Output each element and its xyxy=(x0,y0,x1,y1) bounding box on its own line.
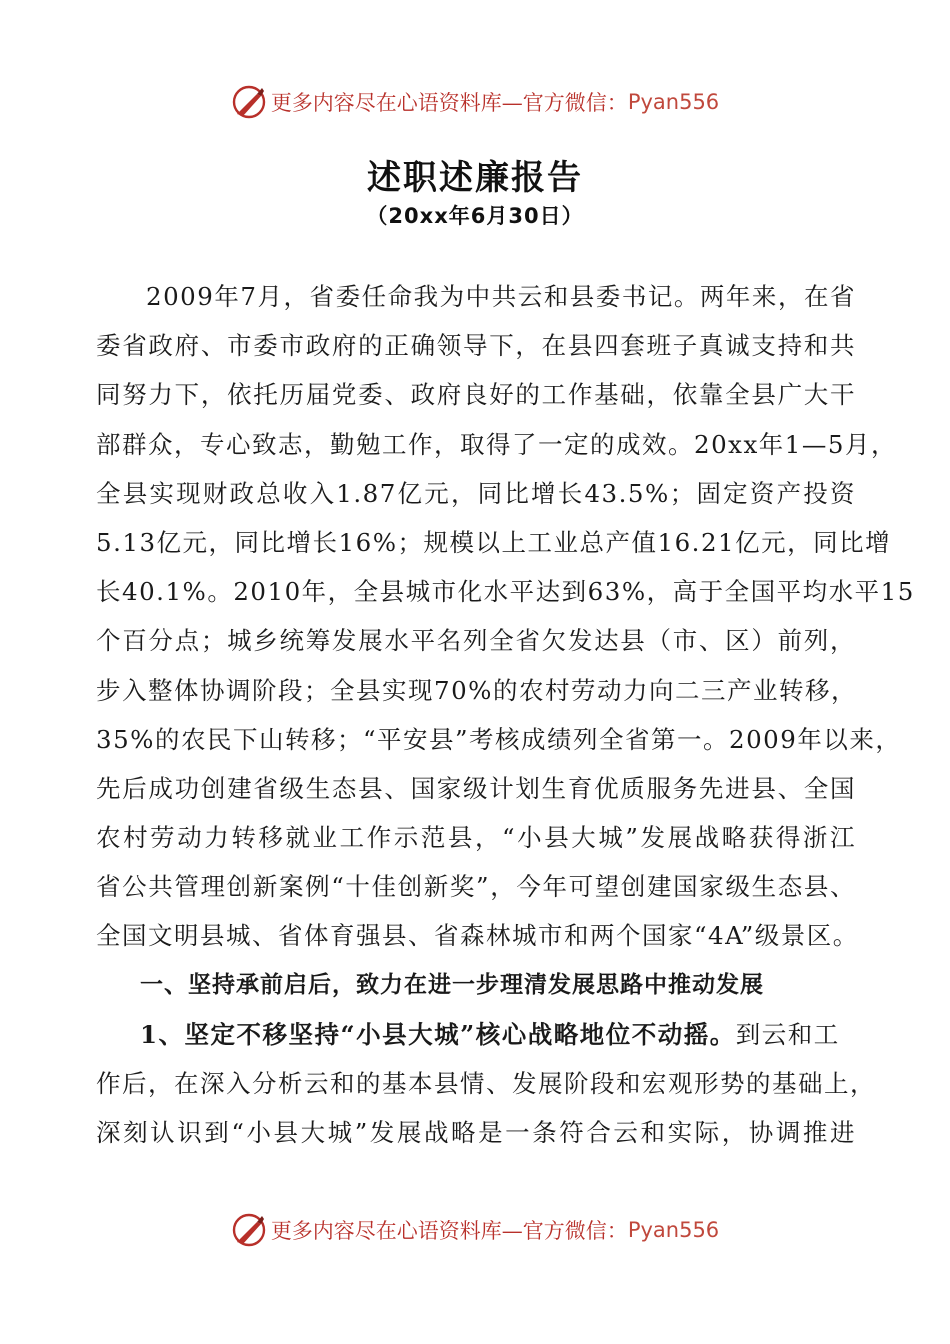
paragraph-line: 35%的农民下山转移；“平安县”考核成绩列全省第一。2009年以来， xyxy=(96,724,902,754)
watermark-text: 更多内容尽在心语资料库—官方微信： xyxy=(270,1219,628,1243)
section-heading: 一、坚持承前启后，致力在进一步理清发展思路中推动发展 xyxy=(140,971,764,998)
pen-logo-icon xyxy=(231,1212,267,1248)
subsection-title: 1、坚定不移坚持“小县大城”核心战略地位不动摇。 xyxy=(140,1019,736,1049)
document-title: 述职述廉报告 xyxy=(367,158,583,198)
paragraph-line: 2009年7月，省委任命我为中共云和县委书记。两年来，在省 xyxy=(146,282,856,311)
watermark-header xyxy=(0,82,950,122)
paragraph-line: 5.13亿元，同比增长16%；规模以上工业总产值16.21亿元，同比增 xyxy=(96,527,892,557)
document-date: （20xx年6月30日） xyxy=(366,204,584,228)
paragraph-line: 先后成功创建省级生态县、国家级计划生育优质服务先进县、全国 xyxy=(96,773,856,803)
paragraph-line: 长40.1%。2010年，全县城市化水平达到63%，高于全国平均水平15 xyxy=(96,577,915,607)
pen-logo-icon xyxy=(231,84,267,120)
paragraph-line: 个百分点；城乡统筹发展水平名列全省欠发达县（市、区）前列， xyxy=(96,626,856,656)
subsection-text: 到云和工 xyxy=(735,1019,840,1049)
paragraph-line: 省公共管理创新案例“十佳创新奖”，今年可望创建国家级生态县、 xyxy=(96,872,856,902)
paragraph-line: 部群众，专心致志，勤勉工作，取得了一定的成效。20xx年1—5月， xyxy=(96,429,897,459)
watermark-text: 更多内容尽在心语资料库—官方微信： xyxy=(270,91,628,115)
subsection-line xyxy=(96,1010,856,1059)
watermark-footer xyxy=(0,1210,950,1250)
paragraph-line: 委省政府、市委市政府的正确领导下，在县四套班子真诚支持和共 xyxy=(96,331,856,361)
watermark-wechat-id: Pyan556 xyxy=(627,90,720,114)
paragraph-line: 农村劳动力转移就业工作示范县，“小县大城”发展战略获得浙江 xyxy=(96,823,856,853)
paragraph-line: 作后，在深入分析云和的基本县情、发展阶段和宏观形势的基础上， xyxy=(96,1069,876,1098)
paragraph-line: 深刻认识到“小县大城”发展战略是一条符合云和实际，协调推进 xyxy=(96,1118,856,1148)
watermark-wechat-id: Pyan556 xyxy=(627,1218,720,1242)
paragraph-line: 步入整体协调阶段；全县实现70%的农村劳动力向二三产业转移， xyxy=(96,675,857,705)
document-body xyxy=(96,272,915,1157)
paragraph-line: 全县实现财政总收入1.87亿元，同比增长43.5%；固定资产投资 xyxy=(96,478,856,508)
paragraph-line: 全国文明县城、省体育强县、省森林城市和两个国家“4A”级景区。 xyxy=(96,921,859,951)
paragraph-line: 同努力下，依托历届党委、政府良好的工作基础，依靠全县广大干 xyxy=(96,380,856,410)
